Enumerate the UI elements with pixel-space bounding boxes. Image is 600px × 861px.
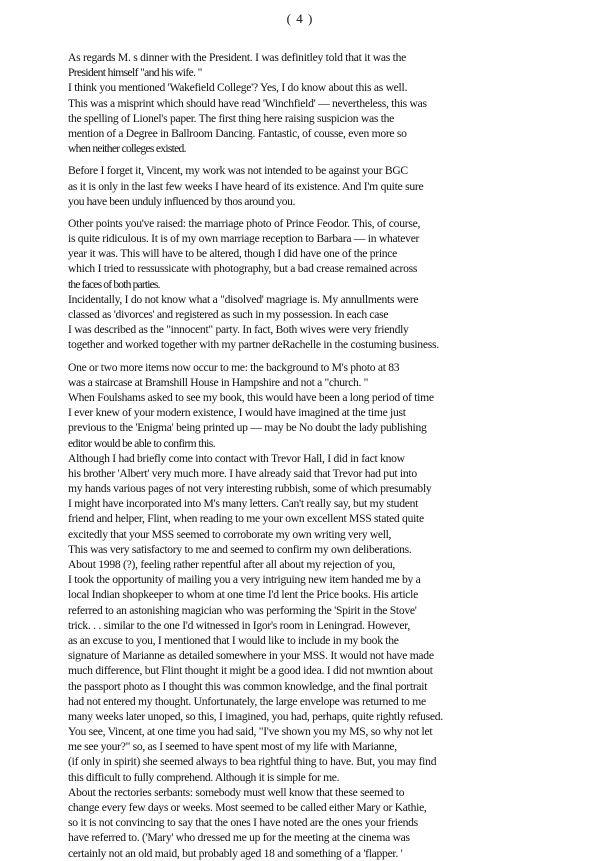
text-line: as it is only in the last few weeks I have heard of its existence. And I'm quite sure bbox=[68, 179, 424, 193]
text-line: This was very satisfactory to me and seemed to confirm my own deliberations. bbox=[68, 542, 412, 556]
text-line: About the rectories serbants: somebody must well know that these seemed to bbox=[68, 785, 405, 799]
text-line: certainly not an old maid, but probably aged 18 and something of a 'flapper. ' bbox=[68, 846, 403, 860]
text-line: I took the opportunity of mailing you a very intriguing new item handed me by a bbox=[68, 573, 421, 587]
text-line: the spelling of Lionel's paper. The first thing here raising suspicion was the bbox=[68, 111, 395, 125]
text-line: President himself "and his wife. " bbox=[68, 66, 202, 80]
text-line: which I tried to ressussicate with photography, but a bad crease remained across bbox=[68, 262, 418, 276]
text-line: me see your?" so, as I seemed to have spent most of my life with Marianne, bbox=[68, 740, 397, 754]
text-line: Although I had briefly come into contact with Trevor Hall, I did in fact know bbox=[68, 451, 405, 465]
text-line: As regards M. s dinner with the President. I was definitley told that it was the bbox=[68, 51, 407, 64]
paragraph bbox=[68, 50, 600, 156]
text-line: you have been unduly influenced by thos around you. bbox=[68, 194, 295, 208]
text-line: signature of Marianne as detailed somewhere in your MSS. It would not have made bbox=[68, 649, 434, 663]
text-line: have referred to. ('Mary' who dressed me up for the meeting at the cinema was bbox=[68, 831, 410, 845]
text-line: his brother 'Albert' very much more. I have already said that Trevor had put into bbox=[68, 466, 417, 480]
text-line: much difference, but Flint thought it might be a good idea. I did not mwntion about bbox=[68, 664, 433, 678]
text-line: This was a misprint which should have read 'Winchfield' — nevertheless, this was bbox=[68, 96, 427, 110]
text-line: When Foulshams asked to see my book, this would have been a long period of time bbox=[68, 390, 434, 404]
text-line: (if only in spirit) she seemed always to bea rightful thing to have. But, you may find bbox=[68, 755, 437, 769]
text-line: had not entered my thought. Unfortunately, the large envelope was returned to me bbox=[68, 694, 426, 708]
text-line: editor would be able to confirm this. bbox=[68, 436, 216, 450]
text-line: the passport photo as I thought this was common knowledge, and the final portrait bbox=[68, 679, 428, 693]
text-line: trick. . . similar to the one I'd witnessed in Igor's room in Leningrad. However, bbox=[68, 618, 410, 632]
text-line: together and worked together with my partner deRachelle in the costuming business. bbox=[68, 338, 439, 352]
letter-body bbox=[68, 50, 600, 861]
text-line: as an excuse to you, I mentioned that I would like to include in my book the bbox=[68, 633, 399, 647]
paragraph bbox=[68, 360, 600, 861]
text-line: I might have incorporated into M's many letters. Can't really say, but my student bbox=[68, 497, 419, 511]
text-line: excitedly that your MSS seemed to corroborate my own writing very well, bbox=[68, 527, 392, 541]
text-line: previous to the 'Enigma' being printed up — may be No doubt the lady publishing bbox=[68, 421, 427, 435]
text-line: local Indian shopkeeper to whom at one time I'd lent the Price books. His article bbox=[68, 588, 418, 602]
text-line: One or two more items now occur to me: the background to M's photo at 83 bbox=[68, 360, 400, 374]
text-line: was a staircase at Bramshill House in Hampshire and not a "church. " bbox=[68, 375, 369, 389]
text-line: You see, Vincent, at one time you had said, "I've shown you my MS, so why not let bbox=[68, 725, 433, 739]
paragraph bbox=[68, 163, 600, 209]
text-line: is quite ridiculous. It is of my own marriage reception to Barbara — in whatever bbox=[68, 232, 420, 246]
text-line: year it was. This will have to be altered, though I did have one of the prince bbox=[68, 247, 398, 261]
text-line: mention of a Degree in Ballroom Dancing. Fantastic, of cousse, even more so bbox=[68, 126, 407, 140]
text-line: so it is not convincing to say that the ones I have noted are the ones your friends bbox=[68, 816, 418, 830]
text-line: Incidentally, I do not know what a "disolved' magriage is. My annullments were bbox=[68, 292, 419, 306]
text-line: friend and helper, Flint, when reading to me your own excellent MSS stated quite bbox=[68, 512, 424, 526]
text-line: I think you mentioned 'Wakefield College'? Yes, I do know about this as well. bbox=[68, 81, 408, 95]
text-line: many weeks later unoped, so this, I imagined, you had, perhaps, quite rightly refused. bbox=[68, 709, 443, 723]
text-line: Before I forget it, Vincent, my work was not intended to be against your BGC bbox=[68, 164, 408, 178]
text-line: this difficult to fully comprehend. Although it is simple for me. bbox=[68, 770, 340, 784]
text-line: my hands various pages of not very interesting rubbish, some of which presumably bbox=[68, 482, 432, 496]
text-line: Other points you've raised: the marriage photo of Prince Feodor. This, of course, bbox=[68, 216, 421, 230]
text-line: referred to an astonishing magician who was performing the 'Spirit in the Stove' bbox=[68, 603, 417, 617]
text-line: classed as 'divorces' and registered as such in my possession. In each case bbox=[68, 308, 389, 321]
text-line: change every few days or weeks. Most seemed to be called either Mary or Kathie, bbox=[68, 801, 427, 814]
text-line: when neither colleges existed. bbox=[68, 142, 186, 156]
text-line: About 1998 (?), feeling rather repentful after all about my rejection of you, bbox=[68, 558, 396, 571]
text-line: I was described as the "innocent" party. In fact, Both wives were very friendly bbox=[68, 323, 409, 337]
text-line: I ever knew of your modern existence, I would have imagined at the time just bbox=[68, 406, 406, 420]
paragraph bbox=[68, 216, 600, 353]
text-line: the faces of both parties. bbox=[68, 277, 160, 291]
page-number: ( 4 ) bbox=[286, 11, 314, 26]
